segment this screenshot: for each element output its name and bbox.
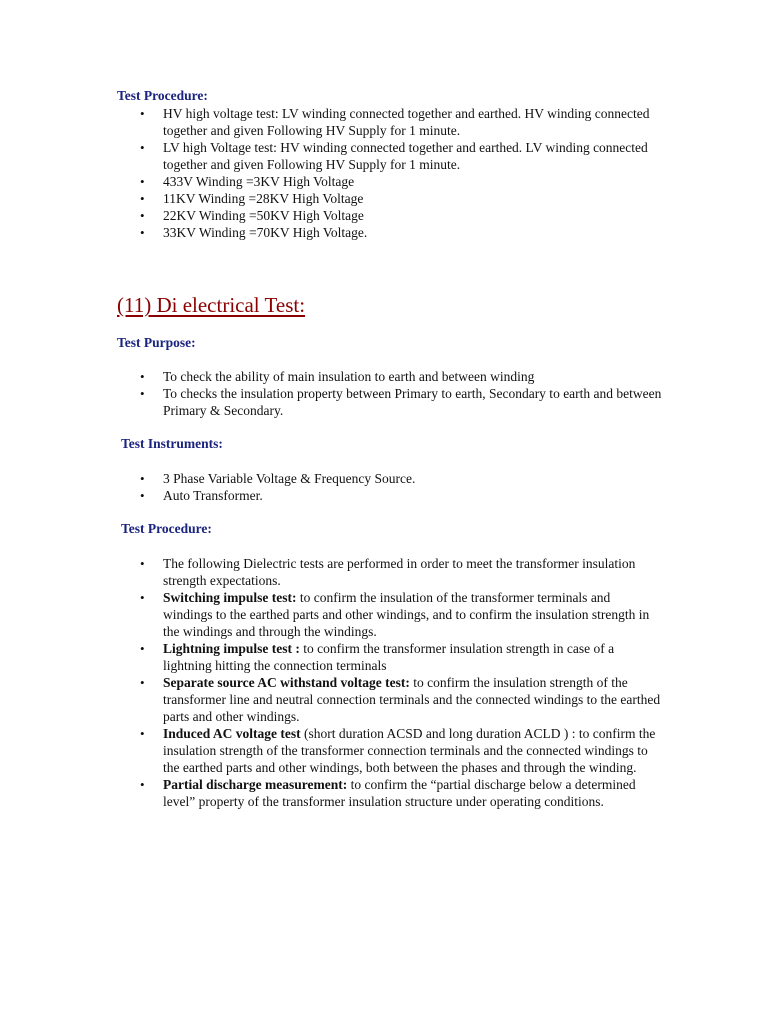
bullet-icon: • xyxy=(140,471,145,486)
list-item: • 11KV Winding =28KV High Voltage xyxy=(140,191,364,206)
test-instruments-heading: Test Instruments: xyxy=(121,436,223,451)
list-item: • LV high Voltage test: HV winding connected together and earthed. LV winding connected together and given Following HV Supply for 1 minute. xyxy=(140,140,648,172)
list-item: • 33KV Winding =70KV High Voltage. xyxy=(140,225,368,240)
bullet-icon: • xyxy=(140,488,145,503)
procedure-list xyxy=(0,555,768,810)
bullet-icon: • xyxy=(140,675,145,690)
bullet-icon: • xyxy=(140,556,145,571)
test-procedure-heading-1: Test Procedure: xyxy=(117,88,208,103)
list-item: • Induced AC voltage test (short duration ACSD and long duration ACLD ) : to confirm the insulation strength of the transformer connection terminals and the connected windings to the earthed parts and other windings, both between the phases and through the winding. xyxy=(140,726,656,775)
list-item: • Partial discharge measurement: to confirm the “partial discharge below a determined level” property of the transformer insulation structure under operating conditions. xyxy=(140,777,636,809)
hv-test-list xyxy=(0,105,768,241)
bullet-icon: • xyxy=(140,191,145,206)
bullet-icon: • xyxy=(140,208,145,223)
bullet-icon: • xyxy=(140,590,145,605)
list-item: • Auto Transformer. xyxy=(140,488,263,503)
instruments-list xyxy=(0,470,768,504)
list-item: • To check the ability of main insulation to earth and between winding xyxy=(140,369,535,384)
list-item: • 3 Phase Variable Voltage & Frequency Source. xyxy=(140,471,416,486)
list-item: • Switching impulse test: to confirm the insulation of the transformer terminals and windings to the earthed parts and other windings, and to confirm the insulation strength in the windings and through the windings. xyxy=(140,590,650,639)
bullet-icon: • xyxy=(140,106,145,121)
list-item: • Separate source AC withstand voltage test: to confirm the insulation strength of the transformer line and neutral connection terminals and the connected windings to the earthed parts and other windings. xyxy=(140,675,661,724)
bullet-icon: • xyxy=(140,225,145,240)
bullet-icon: • xyxy=(140,726,145,741)
purpose-list xyxy=(0,368,768,419)
list-item: • HV high voltage test: LV winding connected together and earthed. HV winding connected together and given Following HV Supply for 1 minute. xyxy=(140,106,650,138)
list-item: • 433V Winding =3KV High Voltage xyxy=(140,174,355,189)
test-purpose-heading: Test Purpose: xyxy=(117,335,196,350)
bullet-icon: • xyxy=(140,777,145,792)
list-item: • To checks the insulation property between Primary to earth, Secondary to earth and between Primary & Secondary. xyxy=(140,386,662,418)
dielectric-test-title: (11) Di electrical Test: xyxy=(117,293,306,317)
bullet-icon: • xyxy=(140,386,145,401)
bullet-icon: • xyxy=(140,641,145,656)
list-item: • 22KV Winding =50KV High Voltage xyxy=(140,208,364,223)
bullet-icon: • xyxy=(140,140,145,155)
list-item: • Lightning impulse test : to confirm the transformer insulation strength in case of a lightning hitting the connection terminals xyxy=(140,641,615,673)
bullet-icon: • xyxy=(140,369,145,384)
list-item: • The following Dielectric tests are performed in order to meet the transformer insulation strength expectations. xyxy=(140,556,636,588)
bullet-icon: • xyxy=(140,174,145,189)
test-procedure-heading-2: Test Procedure: xyxy=(121,521,212,536)
